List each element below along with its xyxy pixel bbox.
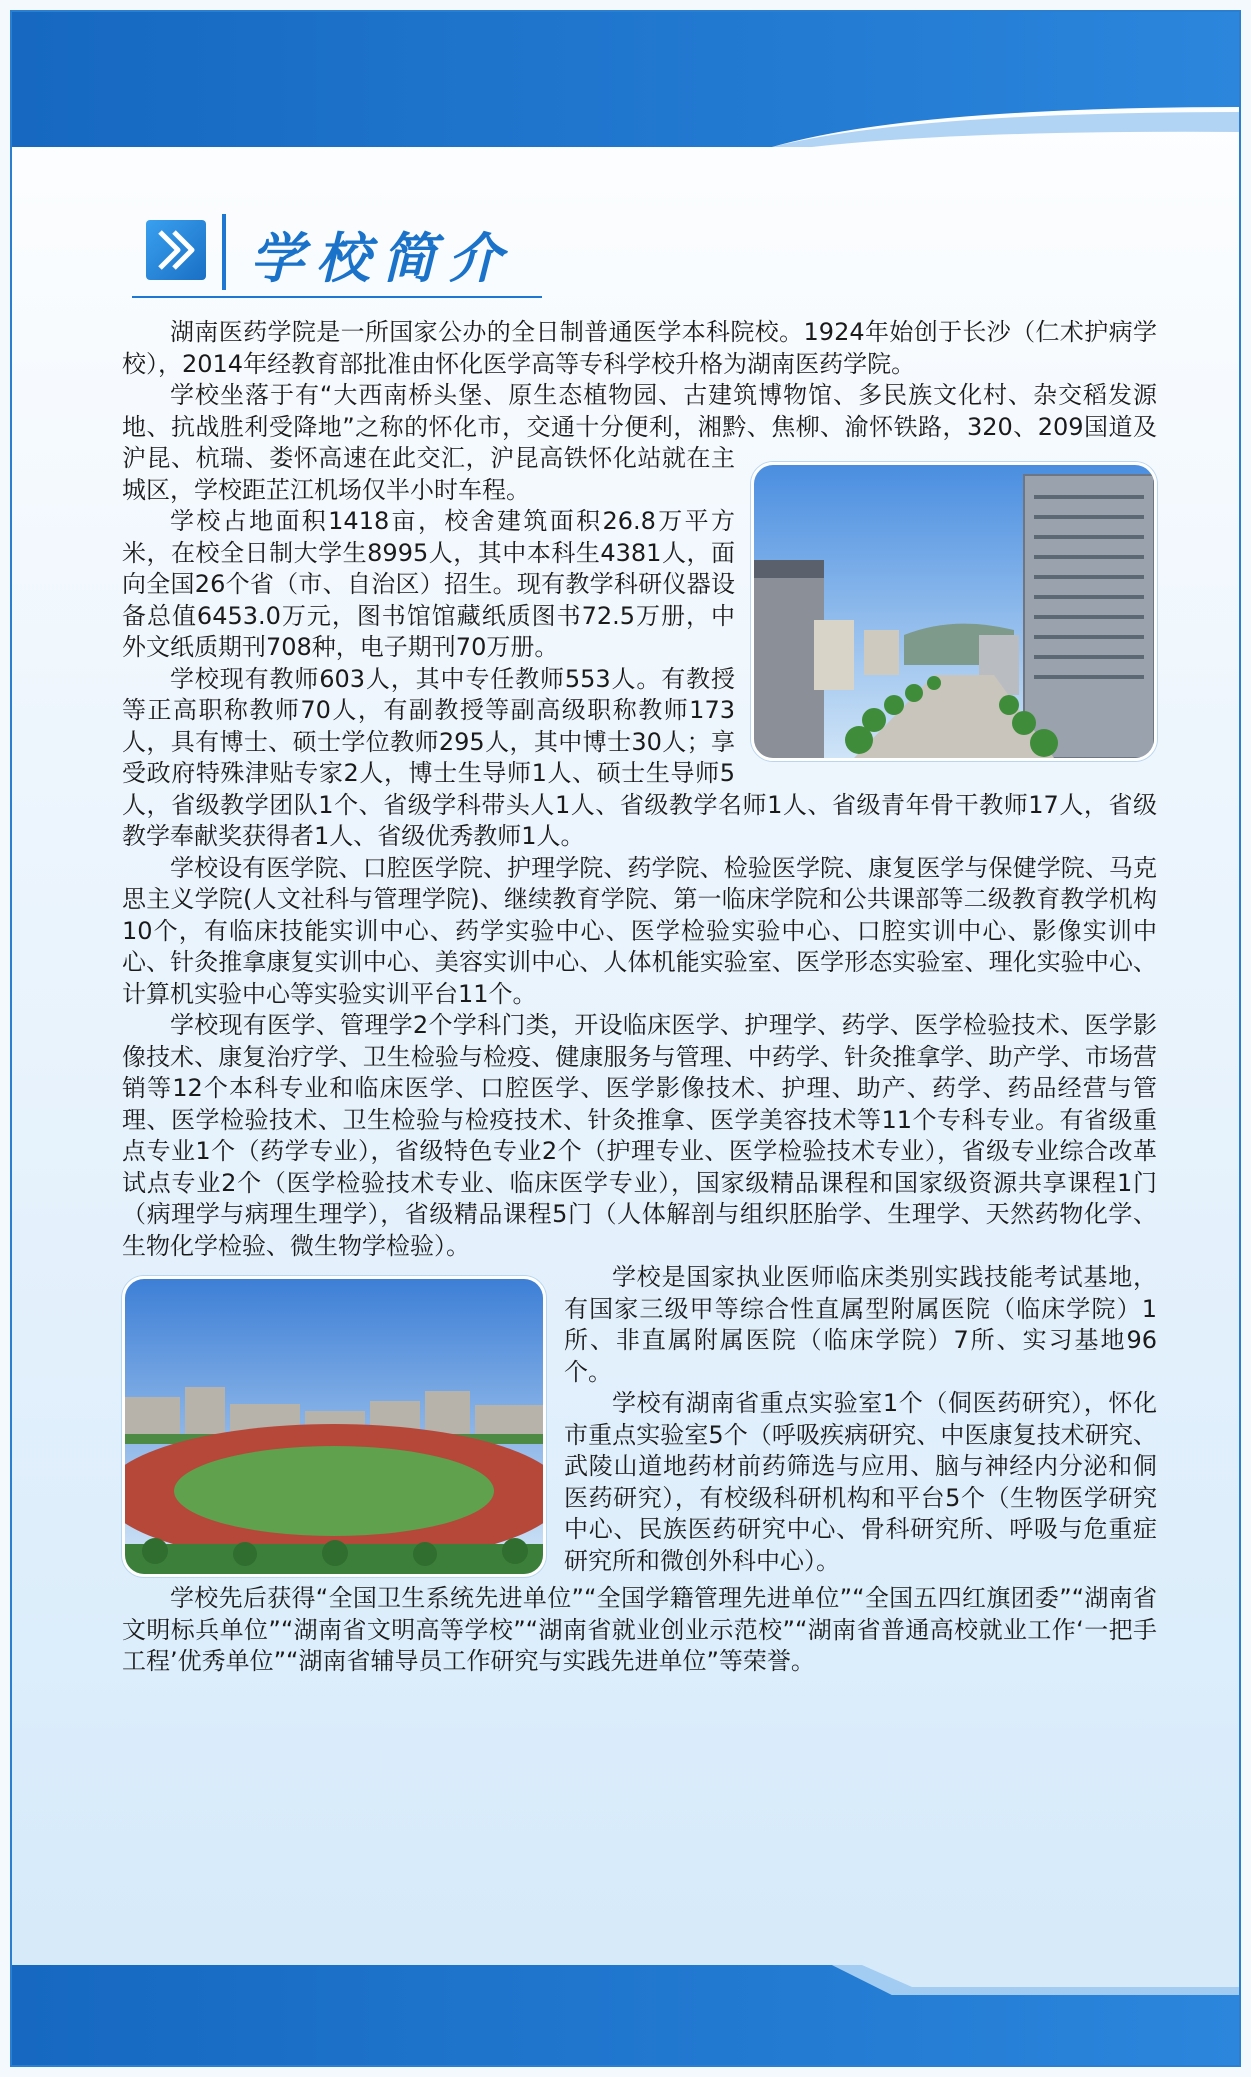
paragraph: 学校设有医学院、口腔医学院、护理学院、药学院、检验医学院、康复医学与保健学院、马克思主义学院(人文社科与管理学院)、继续教育学院、第一临床学院和公共课部等二级教育教学机构10个，有临床技能实训中心、药学实验中心、医学检验实验中心、口腔实训中心、影像实训中心、针灸推拿康复实训中心、美容实训中心、人体机能实验室、医学形态实验室、理化实验中心、计算机实验中心等实验实训平台11个。 <box>122 853 1157 1008</box>
paragraph: 学校是国家执业医师临床类别实践技能考试基地，有国家三级甲等综合性直属型附属医院（临床学院）1所、非直属附属医院（临床学院）7所、实习基地96个。 <box>564 1263 1157 1386</box>
paragraph: 学校先后获得“全国卫生系统先进单位”“全国学籍管理先进单位”“全国五四红旗团委”“湖南省文明标兵单位”“湖南省文明高等学校”“湖南省就业创业示范校”“湖南省普通高校就业工作‘一把手工程’优秀单位”“湖南省辅导员工作研究与实践先进单位”等荣誉。 <box>122 1584 1157 1675</box>
section-title <box>132 212 552 302</box>
bottom-banner <box>12 1925 1239 2065</box>
title-divider <box>222 214 226 290</box>
sports-field-photo <box>122 1276 546 1577</box>
top-banner <box>12 12 1239 147</box>
paragraph: 学校有湖南省重点实验室1个（侗医药研究），怀化市重点实验室5个（呼吸疾病研究、中医康复技术研究、武陵山道地药材前药筛选与应用、脑与神经内分泌和侗医药研究），有校级科研机构和平台5个（生物医学研究中心、民族医药研究中心、骨科研究所、呼吸与危重症研究所和微创外科中心）。 <box>564 1389 1157 1575</box>
poster-frame <box>10 10 1241 2067</box>
page-title: 学校简介 <box>250 226 514 290</box>
paragraph: 学校占地面积1418亩，校舍建筑面积26.8万平方米，在校全日制大学生8995人，其中本科生4381人，面向全国26个省（市、自治区）招生。现有教学科研仪器设备总值6453.0万元，图书馆馆藏纸质图书72.5万册，中外文纸质期刊708种，电子期刊70万册。 <box>122 507 735 661</box>
article-body <box>122 317 1157 1678</box>
title-underline <box>132 296 542 298</box>
double-chevron-icon <box>146 220 206 280</box>
campus-building-photo <box>751 462 1157 761</box>
paragraph: 学校现有教师603人，其中专任教师553人。有教授等正高职称教师70人，有副教授等副高级职称教师173人，具有博士、硕士学位教师295人，其中博士30人；享受政府特殊津贴专家2人，博士生导师1人、硕士生导师5人，省级教学团队1个、省级学科带头人1人、省级教学名师1人、省级青年骨干教师17人，省级教学奉献奖获得者1人、省级优秀教师1人。 <box>122 664 1157 850</box>
paragraph: 学校现有医学、管理学2个学科门类，开设临床医学、护理学、药学、医学检验技术、医学影像技术、康复治疗学、卫生检验与检疫、健康服务与管理、中药学、针灸推拿学、助产学、市场营销等12个本科专业和临床医学、口腔医学、医学影像技术、护理、助产、药学、药品经营与管理、医学检验技术、卫生检验与检疫技术、针灸推拿、医学美容技术等11个专科专业。有省级重点专业1个（药学专业），省级特色专业2个（护理专业、医学检验技术专业），省级专业综合改革试点专业2个（医学检验技术专业、临床医学专业），国家级精品课程和国家级资源共享课程1门（病理学与病理生理学），省级精品课程5门（人体解剖与组织胚胎学、生理学、天然药物化学、生物化学检验、微生物学检验）。 <box>122 1011 1157 1260</box>
paragraph: 学校坐落于有“大西南桥头堡、原生态植物园、古建筑博物馆、多民族文化村、杂交稻发源地、抗战胜利受降地”之称的怀化市，交通十分便利，湘黔、焦柳、渝怀铁路，320、209国道及沪昆、杭瑞、娄怀高速在此交汇，沪昆高铁怀化站就在主城区，学校距芷江机场仅半小时车程。 <box>122 381 1157 504</box>
paragraph: 湖南医药学院是一所国家公办的全日制普通医学本科院校。1924年始创于长沙（仁术护病学校），2014年经教育部批准由怀化医学高等专科学校升格为湖南医药学院。 <box>122 318 1157 378</box>
